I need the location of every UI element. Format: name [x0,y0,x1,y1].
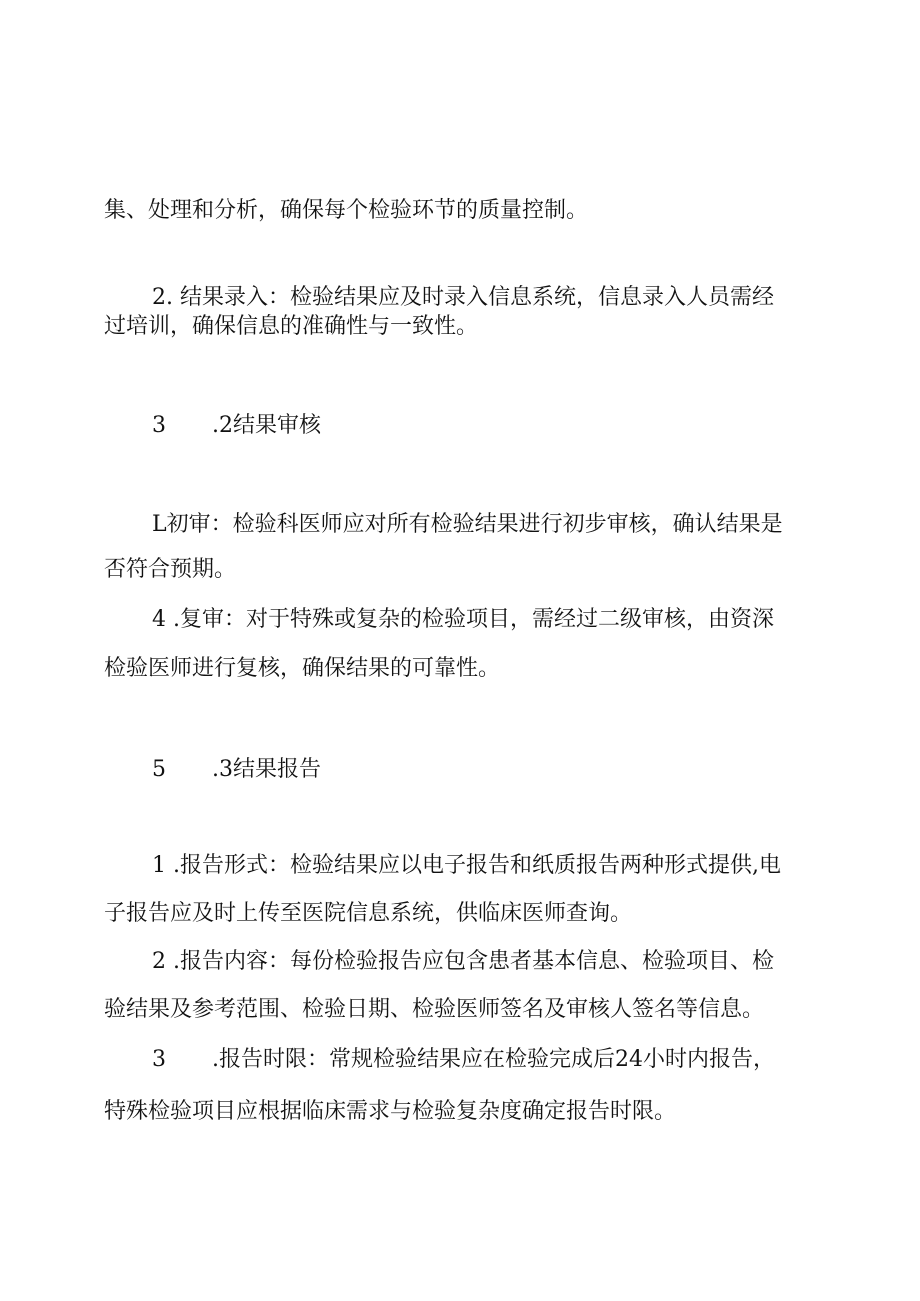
section-number: 5 [152,757,166,782]
list-text: .报告时限：常规检验结果应在检验完成后24小时内报告， [212,1047,775,1072]
section-number: 3 [152,413,166,438]
paragraph-line: 2. 结果录入：检验结果应及时录入信息系统，信息录入人员需经 [152,285,774,310]
paragraph-line: 特殊检验项目应根据临床需求与检验复杂度确定报告时限。 [104,1099,677,1124]
paragraph-line: 过培训，确保信息的准确性与一致性。 [104,314,479,339]
section-title: .2结果审核 [212,413,321,438]
section-title: .3结果报告 [212,757,321,782]
paragraph-line: 验结果及参考范围、检验日期、检验医师签名及审核人签名等信息。 [104,997,765,1022]
paragraph-line: 1 .报告形式：检验结果应以电子报告和纸质报告两种形式提供,电 [152,853,781,878]
paragraph-line: 否符合预期。 [104,557,237,582]
paragraph-line: 2 .报告内容：每份检验报告应包含患者基本信息、检验项目、检 [152,949,774,974]
paragraph-line: 集、处理和分析，确保每个检验环节的质量控制。 [104,198,589,223]
paragraph-line: 子报告应及时上传至医院信息系统，供临床医师查询。 [104,901,633,926]
paragraph-line: L初审：检验科医师应对所有检验结果进行初步审核，确认结果是 [152,512,783,537]
paragraph-line: 4 .复审：对于特殊或复杂的检验项目，需经过二级审核，由资深 [152,607,774,632]
list-number: 3 [152,1047,166,1072]
paragraph-line: 检验医师进行复核，确保结果的可靠性。 [104,656,501,681]
